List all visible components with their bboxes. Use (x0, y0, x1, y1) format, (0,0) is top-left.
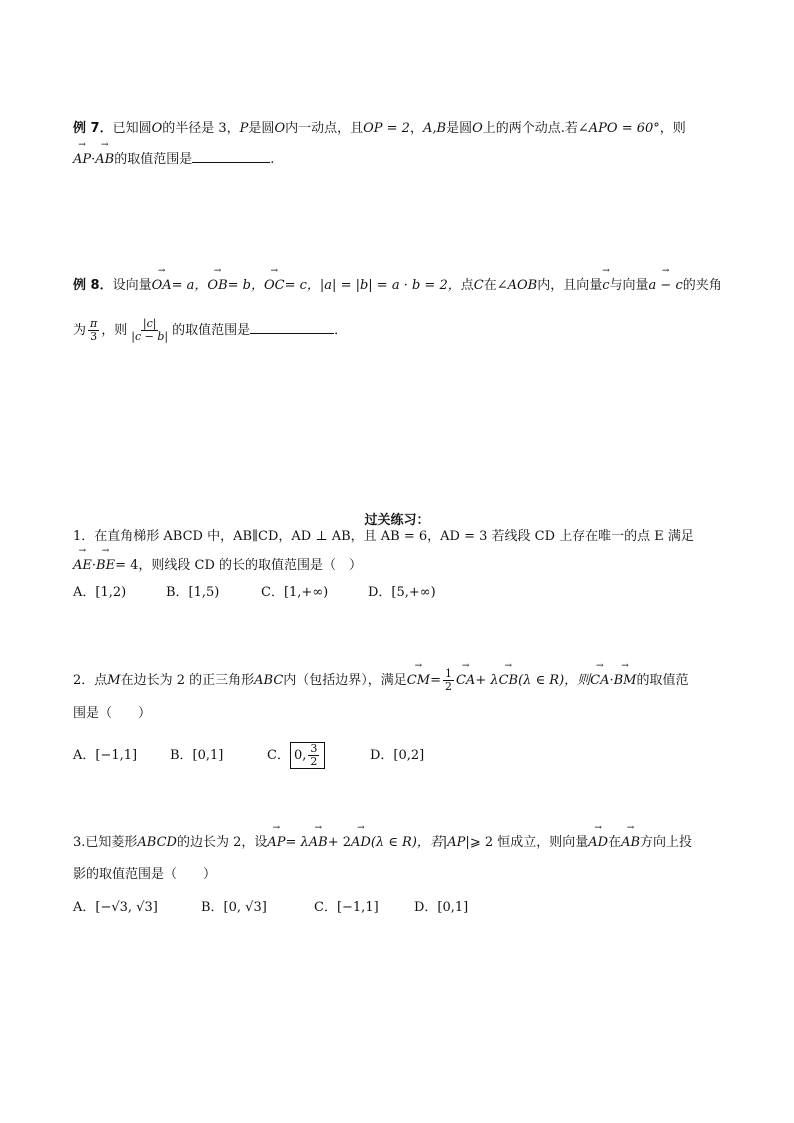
vector-ob: → OB (207, 277, 227, 295)
q1-text: = 4，则线段 CD 的长的取值范围是（ ） (115, 558, 363, 573)
q2-var: M (107, 673, 121, 688)
vector-ad: → AD (588, 834, 608, 852)
ex8-var: C (473, 278, 484, 293)
ex8-math: = a， (171, 278, 208, 293)
ex7-text: ，则 (659, 121, 686, 136)
q2-options (73, 742, 424, 769)
ex8-text: ，则 (101, 323, 128, 338)
q2-option-b: B．[0,1] (170, 748, 224, 763)
q1-option-d: D．[5,+∞) (368, 585, 436, 600)
frac-num: π (90, 317, 98, 330)
vector-be: → BE (96, 557, 115, 575)
vector-ab: → AB (309, 834, 328, 852)
vector-ab: → AB (621, 834, 640, 852)
ex8-label: 例 8． (73, 278, 113, 293)
ex8-text: 内，且向量 (537, 278, 603, 293)
q2-option-c-text: 0, (293, 748, 307, 763)
vector-oc: → OC (264, 277, 285, 295)
q3-text: 3.已知菱形 (73, 835, 138, 850)
q3-line-2: 影的取值范围是（ ） (73, 867, 217, 882)
q3-text: 在 (608, 835, 622, 850)
ex8-text: 的夹角 (682, 278, 722, 293)
fraction-3-2 (308, 743, 319, 768)
ex7-text: 是圆 (248, 121, 275, 136)
vector-ap: → AP (267, 834, 285, 852)
vector-oa: → OA (152, 277, 172, 295)
q2-text: 内（包括边界），满足 (283, 673, 407, 688)
vector-c: → c (602, 277, 609, 295)
fraction-pi-3 (88, 318, 99, 343)
ex7-label: 例 7． (73, 121, 113, 136)
answer-blank (192, 150, 270, 163)
q1-option-b: B．[1,5) (166, 585, 220, 600)
q3-text: ⩾ 2 恒成立，则向量 (469, 835, 589, 850)
ex7-text: 是圆 (446, 121, 473, 136)
q2-text: 在边长为 2 的正三角形 (120, 673, 255, 688)
vector-cb: → CB (499, 672, 519, 690)
ex8-text: 为 (73, 323, 87, 338)
dot-operator: · (91, 558, 97, 573)
ex8-text: 设向量 (112, 278, 152, 293)
q3-math: + 2 (327, 835, 352, 850)
vector-ae: → AE (73, 557, 92, 575)
vector-ca: → CA (590, 672, 609, 690)
frac-den: 2 (310, 755, 318, 768)
q3-math: |AP| (442, 835, 470, 850)
ex7-text: 上的两个动点.若 (482, 121, 578, 136)
ex7-var: A,B (422, 121, 447, 136)
ex8-math: = c， (284, 278, 320, 293)
q2-option-c-interval (290, 742, 325, 769)
vector-bm: → BM (614, 672, 637, 690)
q2-math: + λ (475, 673, 499, 688)
dot-operator: · (609, 673, 614, 688)
q1-line-1: 1．在直角梯形 ABCD 中，AB∥CD，AD ⊥ AB，且 AB = 6，AD = 3 若线段 CD 上存在唯一的点 E 满足 (73, 529, 694, 544)
q3-line-1 (73, 834, 692, 852)
fraction-half (443, 668, 454, 693)
q1-option-a: A．[1,2) (73, 585, 127, 600)
vector-ad: → AD (351, 834, 371, 852)
ex8-math: = b， (227, 278, 264, 293)
ex8-line-2 (73, 318, 347, 343)
frac-den: |c − b| (131, 330, 169, 343)
q3-option-c: C．[−1,1] (314, 900, 379, 915)
ex7-math: ∠APO = 60° (577, 121, 660, 136)
ex8-text: 与向量 (609, 278, 649, 293)
ex7-var: O (472, 121, 483, 136)
ex7-math: OP = 2 (363, 121, 410, 136)
ex7-text: 的取值范围是 (114, 152, 193, 167)
q2-var: ABC (254, 673, 284, 688)
ex7-var: O (151, 121, 163, 136)
section-title: 过关练习： (364, 513, 430, 528)
ex7-var: O (274, 121, 286, 136)
q2-math: (λ ∈ R)，则 (518, 673, 591, 688)
ex8-text: 的取值范围是 (172, 323, 251, 338)
fraction-ratio (129, 318, 170, 343)
q1-line-2 (73, 557, 362, 575)
ex8-text: ． (334, 323, 348, 338)
ex7-line-1 (73, 120, 686, 138)
q1-options (73, 584, 436, 602)
q3-math: = λ (285, 835, 309, 850)
vector-ap: → AP (73, 151, 91, 169)
frac-num: 3 (310, 742, 318, 755)
vector-ab: → AB (95, 151, 114, 169)
q2-option-c-label: C． (267, 748, 290, 763)
q3-option-b: B．[0, √3] (201, 900, 267, 915)
q2-text: = (430, 673, 441, 688)
ex8-text: 点 (460, 278, 474, 293)
q2-option-c (267, 742, 370, 769)
ex7-text: 已知圆 (112, 121, 152, 136)
dot-operator: · (91, 152, 96, 167)
ex7-text: . (270, 152, 275, 167)
q3-option-a: A．[−√3, √3] (73, 900, 158, 915)
q2-line-1 (73, 668, 689, 693)
answer-blank (250, 321, 334, 334)
vector-ca: → CA (456, 672, 475, 690)
q3-text: 方向上投 (640, 835, 693, 850)
q2-text: 2．点 (73, 673, 108, 688)
q3-options (73, 899, 468, 917)
vector-a-minus-c: → a − c (649, 277, 683, 295)
ex7-text: 内一动点，且 (285, 121, 364, 136)
ex8-line-1 (73, 277, 722, 295)
frac-den: 2 (444, 680, 452, 693)
q3-option-d: D．[0,1] (414, 900, 469, 915)
frac-num: |c| (142, 317, 157, 330)
vector-cm: → CM (407, 672, 430, 690)
q3-math: (λ ∈ R)，若 (370, 835, 443, 850)
q2-line-2: 围是（ ） (73, 706, 152, 721)
frac-den: 3 (90, 330, 98, 343)
ex7-line-2 (73, 150, 274, 169)
ex8-text: 在 (483, 278, 497, 293)
ex7-text: ， (409, 121, 423, 136)
q2-text: 的取值范 (636, 673, 689, 688)
q1-option-c: C．[1,+∞) (261, 585, 329, 600)
q3-text: 的边长为 2，设 (176, 835, 268, 850)
ex7-text: 的半径是 3， (162, 121, 240, 136)
q2-option-d: D．[0,2] (370, 748, 425, 763)
q3-var: ABCD (137, 835, 177, 850)
q2-option-a: A．[−1,1] (73, 748, 138, 763)
ex8-math: ∠AOB (496, 278, 538, 293)
ex7-var: P (239, 121, 249, 136)
ex8-math: |a| = |b| = a · b = 2， (319, 278, 461, 293)
frac-num: 1 (444, 667, 452, 680)
